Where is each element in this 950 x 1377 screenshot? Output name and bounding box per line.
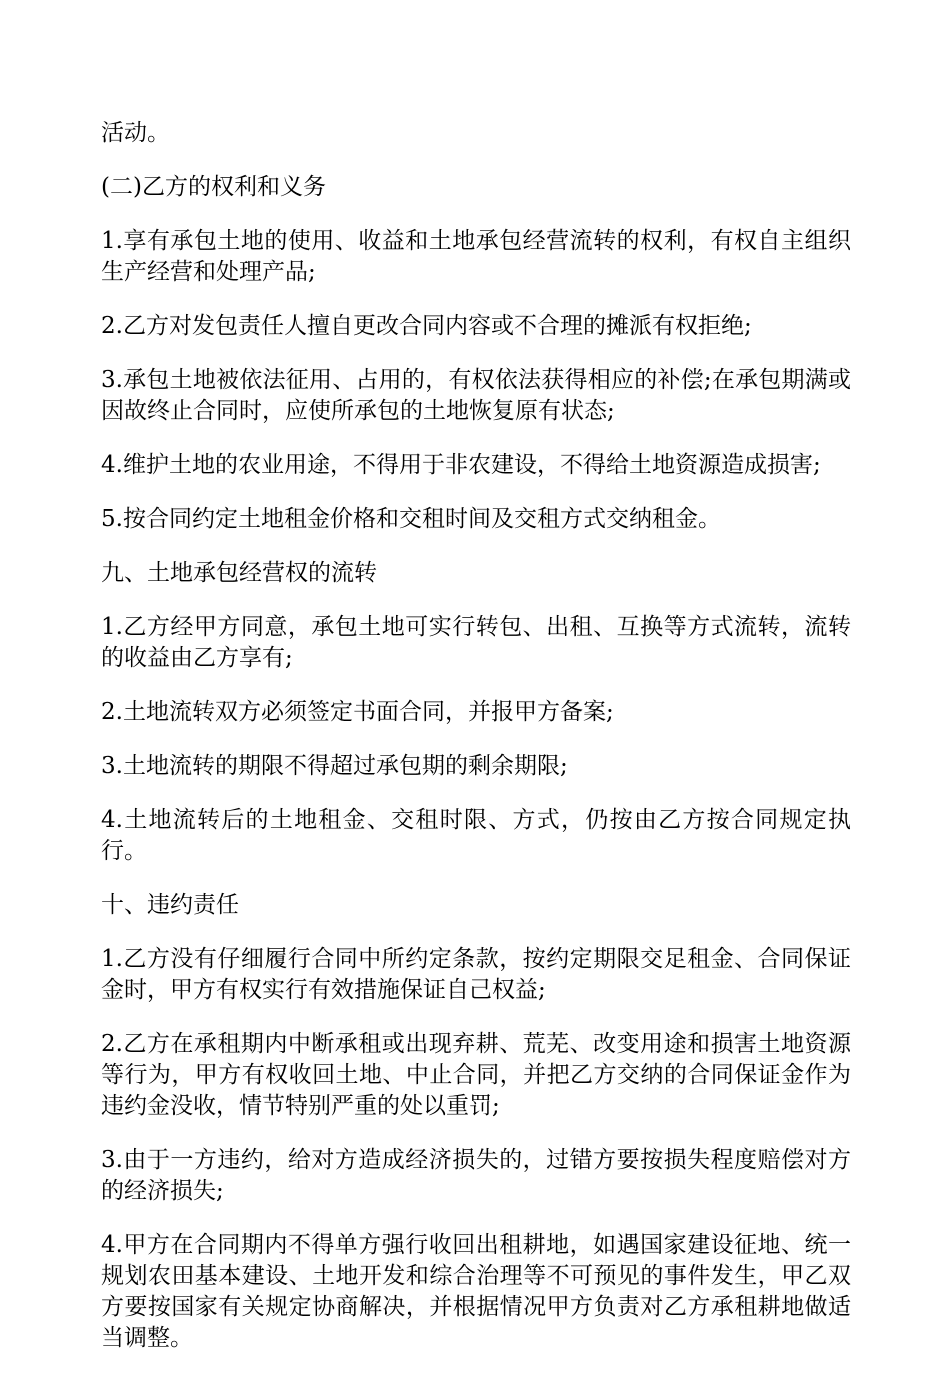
clause-breach-2: 2.乙方在承租期内中断承租或出现弃耕、荒芜、改变用途和损害土地资源等行为，甲方有权收回土地、中止合同，并把乙方交纳的合同保证金作为违约金没收，情节特别严重的处以重罚; — [101, 1031, 851, 1119]
clause-transfer-3: 3.土地流转的期限不得超过承包期的剩余期限; — [101, 753, 568, 779]
clause-transfer-2: 2.土地流转双方必须签定书面合同，并报甲方备案; — [101, 699, 614, 725]
clause-breach-4: 4.甲方在合同期内不得单方强行收回出租耕地，如遇国家建设征地、统一规划农田基本建设、土地开发和综合治理等不可预见的事件发生，甲乙双方要按国家有关规定协商解决，并根据情况甲方负责对乙方承租耕地做适当调整。 — [101, 1232, 851, 1351]
clause-b-2: 2.乙方对发包责任人擅自更改合同内容或不合理的摊派有权拒绝; — [101, 313, 752, 339]
clause-transfer-4: 4.土地流转后的土地租金、交租时限、方式，仍按由乙方按合同规定执行。 — [101, 807, 851, 864]
section-heading-breach: 十、违约责任 — [101, 892, 239, 918]
clause-b-1: 1.享有承包土地的使用、收益和土地承包经营流转的权利，有权自主组织生产经营和处理产品; — [101, 228, 851, 285]
clause-breach-3: 3.由于一方违约，给对方造成经济损失的，过错方要按损失程度赔偿对方的经济损失; — [101, 1147, 851, 1204]
clause-b-5: 5.按合同约定土地租金价格和交租时间及交租方式交纳租金。 — [101, 506, 721, 532]
paragraph-continuation: 活动。 — [101, 120, 170, 146]
section-heading-transfer: 九、土地承包经营权的流转 — [101, 560, 377, 586]
clause-transfer-1: 1.乙方经甲方同意，承包土地可实行转包、出租、互换等方式流转，流转的收益由乙方享有; — [101, 614, 851, 671]
section-heading-party-b-rights: (二)乙方的权利和义务 — [101, 174, 326, 200]
clause-b-3: 3.承包土地被依法征用、占用的，有权依法获得相应的补偿;在承包期满或因故终止合同时，应使所承包的土地恢复原有状态; — [101, 367, 851, 424]
clause-b-4: 4.维护土地的农业用途，不得用于非农建设，不得给土地资源造成损害; — [101, 452, 821, 478]
clause-breach-1: 1.乙方没有仔细履行合同中所约定条款，按约定期限交足租金、合同保证金时，甲方有权实行有效措施保证自己权益; — [101, 946, 851, 1003]
document-body — [101, 118, 851, 1377]
